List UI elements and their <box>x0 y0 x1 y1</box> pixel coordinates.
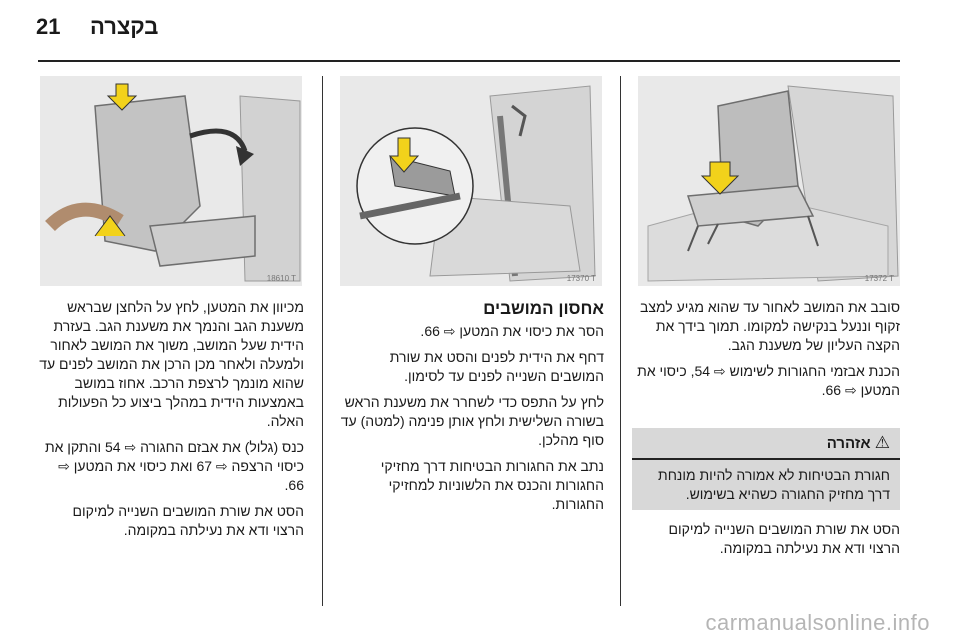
figure-seat-backrest <box>40 76 302 286</box>
page-header <box>0 0 960 62</box>
section-title: בקצרה <box>90 14 159 39</box>
warning-header <box>632 428 900 460</box>
page-number: 21 <box>36 14 61 39</box>
figure-code: 17370 T <box>566 274 596 283</box>
left-column-text <box>38 298 304 547</box>
middle-paragraph-1: הסר את כיסוי את המטען ⇨ 66. <box>420 323 604 339</box>
seat-backrest-illustration <box>40 76 302 286</box>
column-divider-left <box>322 76 323 606</box>
left-paragraph-3: הסט את שורת המושבים השנייה למיקום הרצוי ודא את נעילתה במקומה. <box>72 503 304 538</box>
middle-paragraph-3: לחץ על התפס כדי לשחרר את משענת הראש בשורה השלישית ולחץ אותן פנימה (למטה) עד סוף מהלכן. <box>340 394 604 448</box>
header-rule <box>38 60 900 62</box>
middle-paragraph-4: נתב את החגורות הבטיחות דרך מחזיקי החגורות והכנס את הלשוניות למחזיקי החגורות. <box>380 458 604 512</box>
right-column-text <box>636 298 900 407</box>
middle-column-text <box>338 298 604 521</box>
seat-folding-illustration <box>638 76 900 286</box>
right-closing-paragraph: הסט את שורת המושבים השנייה למיקום הרצוי ודא את נעילתה במקומה. <box>668 521 900 556</box>
seatbelt-buckle-illustration <box>340 76 602 286</box>
middle-heading: אחסון המושבים <box>483 299 604 318</box>
right-paragraph-2: הכנת אבזמי החגורות לשימוש ⇨ 54, כיסוי את המטען ⇨ 66. <box>637 363 900 398</box>
left-paragraph-1: מכיוון את המטען, לחץ על הלחצן שבראש משענת הגב והנמך את משענת הגב. בעזרת הידית שעל המושב, משוך את המושב לאחור ולמעלה ולאחר מכן הרכן את המושב לפנים עד שהוא מונמך לרצפת הרכב. אחוז במושב באמצעות הידית במהלך ביצוע כל הפעולות האלה. <box>39 299 304 429</box>
warning-text: חגורת הבטיחות לא אמורה להיות מונחת דרך מחזיק החגורה כשהיא בשימוש. <box>658 467 890 502</box>
figure-seat-folding <box>638 76 900 286</box>
warning-title: אזהרה <box>826 435 871 452</box>
figure-code: 18610 T <box>266 274 296 283</box>
column-divider-right <box>620 76 621 606</box>
middle-paragraph-2: דחף את הידית לפנים והסט את שורת המושבים השנייה לפנים עד לסימון. <box>389 349 604 384</box>
watermark: carmanualsonline.info <box>705 610 930 635</box>
warning-box <box>632 428 900 510</box>
figure-seatbelt-buckle <box>340 76 602 286</box>
right-paragraph-1: סובב את המושב לאחור עד שהוא מגיע למצב זקוף וננעל בנקישה למקומו. תמוך בידך את הקצה העליון של משענת הגב. <box>639 299 900 353</box>
left-paragraph-2: כנס (גלול) את אבזם החגורה ⇨ 54 והתקן את כיסוי הרצפה ⇨ 67 ואת כיסוי את המטען ⇨ 66. <box>44 439 304 493</box>
figure-code: 17372 T <box>864 274 894 283</box>
right-closing-text <box>636 520 900 565</box>
warning-triangle-icon: ⚠ <box>874 433 890 452</box>
